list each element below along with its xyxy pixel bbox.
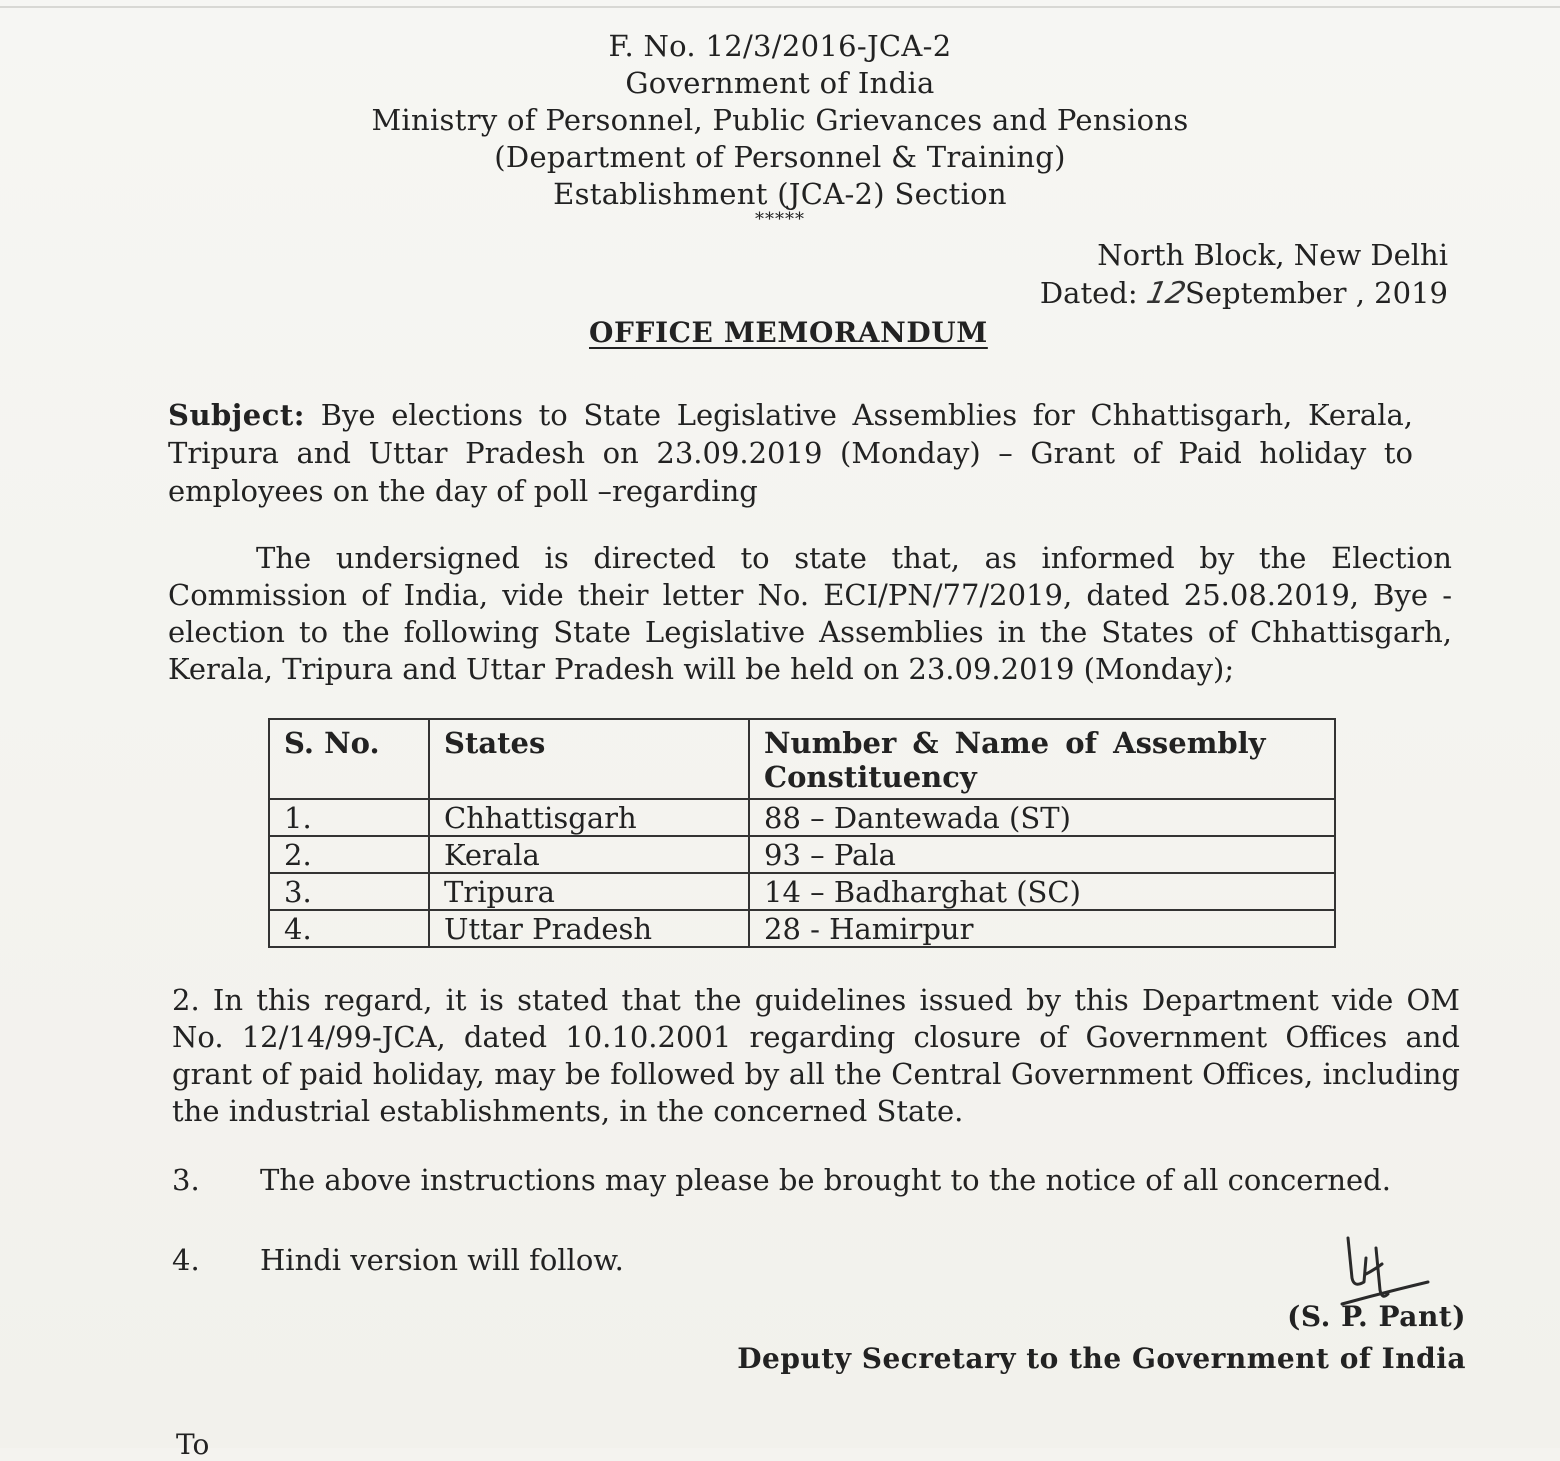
date-line <box>1040 274 1448 313</box>
table-row <box>269 910 1335 947</box>
cell-sno: 1. <box>269 799 429 836</box>
cell-constituency: 88 – Dantewada (ST) <box>749 799 1335 836</box>
cell-state: Uttar Pradesh <box>429 910 749 947</box>
dated-label: Dated: <box>1039 276 1138 310</box>
to-label: To <box>176 1428 210 1461</box>
header-sno: S. No. <box>269 719 429 799</box>
paragraph-3 <box>172 1162 1391 1199</box>
cell-constituency: 14 – Badharghat (SC) <box>749 873 1335 910</box>
cell-sno: 3. <box>269 873 429 910</box>
cell-state: Tripura <box>429 873 749 910</box>
ministry-name: Ministry of Personnel, Public Grievances and Pensions <box>371 103 1189 137</box>
subject-label: Subject: <box>168 398 306 432</box>
cell-constituency: 93 – Pala <box>749 836 1335 873</box>
paragraph-4-number: 4. <box>172 1243 200 1277</box>
paragraph-3-number: 3. <box>172 1163 200 1197</box>
letterhead <box>360 28 1200 230</box>
file-number: F. No. 12/3/2016-JCA-2 <box>608 29 952 63</box>
table-header-row <box>269 719 1335 799</box>
paragraph-4-text: Hindi version will follow. <box>260 1243 624 1277</box>
location: North Block, New Delhi <box>1097 238 1448 272</box>
cell-constituency: 28 - Hamirpur <box>749 910 1335 947</box>
place-and-date <box>1040 236 1448 313</box>
table-row <box>269 836 1335 873</box>
signatory-name: (S. P. Pant) <box>1287 1300 1466 1333</box>
handwritten-signature <box>1336 1230 1432 1310</box>
government-name: Government of India <box>625 66 935 100</box>
subject-block <box>168 396 1413 510</box>
table-row <box>269 873 1335 910</box>
paragraph-4 <box>172 1242 624 1279</box>
paragraph-3-text: The above instructions may please be brought to the notice of all concerned. <box>260 1163 1391 1197</box>
signatory-designation: Deputy Secretary to the Government of India <box>737 1342 1466 1375</box>
cell-state: Chhattisgarh <box>429 799 749 836</box>
constituency-table <box>268 718 1336 948</box>
cell-sno: 4. <box>269 910 429 947</box>
cell-sno: 2. <box>269 836 429 873</box>
paragraph-2: 2. In this regard, it is stated that the guidelines issued by this Department vide OM No. 12/14/99-JCA, dated 10.10.2001 regarding closure of Government Offices and grant of paid holiday, may be followed by all the Central Government Offices, including the industrial establishments, in the concerned State. <box>172 983 1460 1128</box>
table-row <box>269 799 1335 836</box>
scan-edge-line <box>0 6 1560 8</box>
header-constituency: Number & Name of Assembly Constituency <box>749 719 1335 799</box>
handwritten-day: 12 <box>1143 276 1189 311</box>
paragraph-1: The undersigned is directed to state that, as informed by the Election Commission of India, vide their letter No. ECI/PN/77/2019, dated 25.08.2019, Bye - election to the following State Legislative Assemblies in the States of Chhattisgarh, Kerala, Tripura and Uttar Pradesh will be held on 23.09.2019 (Monday); <box>168 541 1452 686</box>
separator-stars: ***** <box>755 209 805 230</box>
subject-text: Bye elections to State Legislative Assemblies for Chhattisgarh, Kerala, Tripura and Uttar Pradesh on 23.09.2019 (Monday) – Grant of Paid holiday to employees on the day of poll –regarding <box>168 398 1414 508</box>
cell-state: Kerala <box>429 836 749 873</box>
section-name: Establishment (JCA-2) Section <box>553 177 1007 211</box>
dated-rest: September , 2019 <box>1185 276 1448 310</box>
department-name: (Department of Personnel & Training) <box>494 140 1066 174</box>
memo-title: OFFICE MEMORANDUM <box>589 316 988 349</box>
header-states: States <box>429 719 749 799</box>
